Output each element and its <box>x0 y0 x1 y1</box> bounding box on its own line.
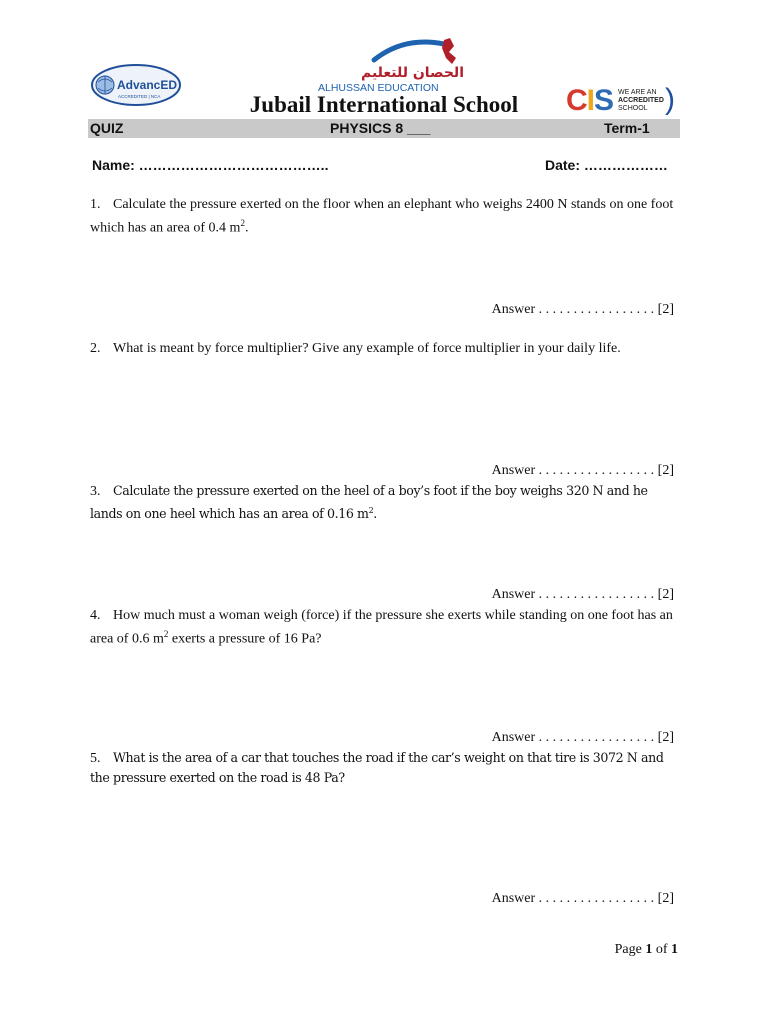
quiz-header-bar <box>88 119 680 138</box>
term-label: Term-1 <box>604 120 650 136</box>
question-2 <box>90 339 680 358</box>
alhussan-arabic-text: الحصان للتعليم <box>360 65 464 81</box>
advanced-logo-text: AdvancED <box>117 78 178 92</box>
cis-logo-text: WE ARE AN ACCREDITED SCHOOL <box>618 89 664 112</box>
name-field[interactable]: Name: ………………………………….. <box>92 157 329 173</box>
question-number: 1. <box>90 197 101 212</box>
cis-logo <box>566 83 676 118</box>
question-5 <box>90 748 680 787</box>
cis-bracket-icon: ) <box>665 83 675 116</box>
question-text: Calculate the pressure exerted on the heel of a boy’s foot if the boy weighs 320 N and he lands on one heel which has an area of 0.16 m <box>90 483 648 522</box>
subject-label: PHYSICS 8 ___ <box>330 120 431 136</box>
page-number: Page 1 of 1 <box>614 942 678 957</box>
alhussan-logo-text: ALHUSSAN EDUCATION <box>318 82 439 94</box>
school-title: Jubail International School <box>249 92 519 117</box>
question-number: 5. <box>90 751 101 766</box>
question-3: 3. Calculate the pressure exerted on the heel of a boy’s foot if the boy weighs 320 N and he lands on one heel which has an area of 0.16 $m^2$. <box>90 483 648 522</box>
question-number: 2. <box>90 341 101 356</box>
answer-line-2[interactable]: Answer . . . . . . . . . . . . . . . . . [2] <box>491 463 674 478</box>
date-field[interactable]: Date: ……………… <box>545 157 668 173</box>
quiz-label: QUIZ <box>90 120 124 136</box>
advanced-logo-subtext: ACCREDITED | NCA <box>118 94 161 99</box>
answer-line-1[interactable]: Answer . . . . . . . . . . . . . . . . . [2] <box>491 302 674 317</box>
answer-line-4[interactable]: Answer . . . . . . . . . . . . . . . . . [2] <box>491 730 674 745</box>
question-text: Calculate the pressure exerted on the floor when an elephant who weighs 2400 N stands on one foot which has an area of 0.4 m <box>90 197 674 236</box>
question-text: How much must a woman weigh (force) if the pressure she exerts while standing on one foot has an area of 0.6 m <box>90 608 673 647</box>
answer-line-3[interactable]: Answer . . . . . . . . . . . . . . . . . [2] <box>491 587 674 602</box>
alhussan-logo <box>316 38 466 96</box>
question-text: What is meant by force multiplier? Give any example of force multiplier in your daily life. <box>113 341 621 356</box>
question-text: What is the area of a car that touches the road if the car’s weight on that tire is 3072 N and the pressure exerted on the road is 48 Pa? <box>90 750 664 785</box>
answer-line-5[interactable]: Answer . . . . . . . . . . . . . . . . . [2] <box>491 891 674 906</box>
question-number: 4. <box>90 608 101 623</box>
question-4: 4. How much must a woman weigh (force) if the pressure she exerts while standing on one foot has an area of 0.6 $m^2$ exerts a pressure of 16 Pa? <box>90 608 673 647</box>
horse-head-icon <box>442 38 456 64</box>
question-number: 3. <box>90 484 101 499</box>
cis-letters: CIS <box>566 84 614 117</box>
question-1: 1. Calculate the pressure exerted on the floor when an elephant who weighs 2400 N stands on one foot which has an area of 0.4 $m^2$. <box>90 197 674 236</box>
